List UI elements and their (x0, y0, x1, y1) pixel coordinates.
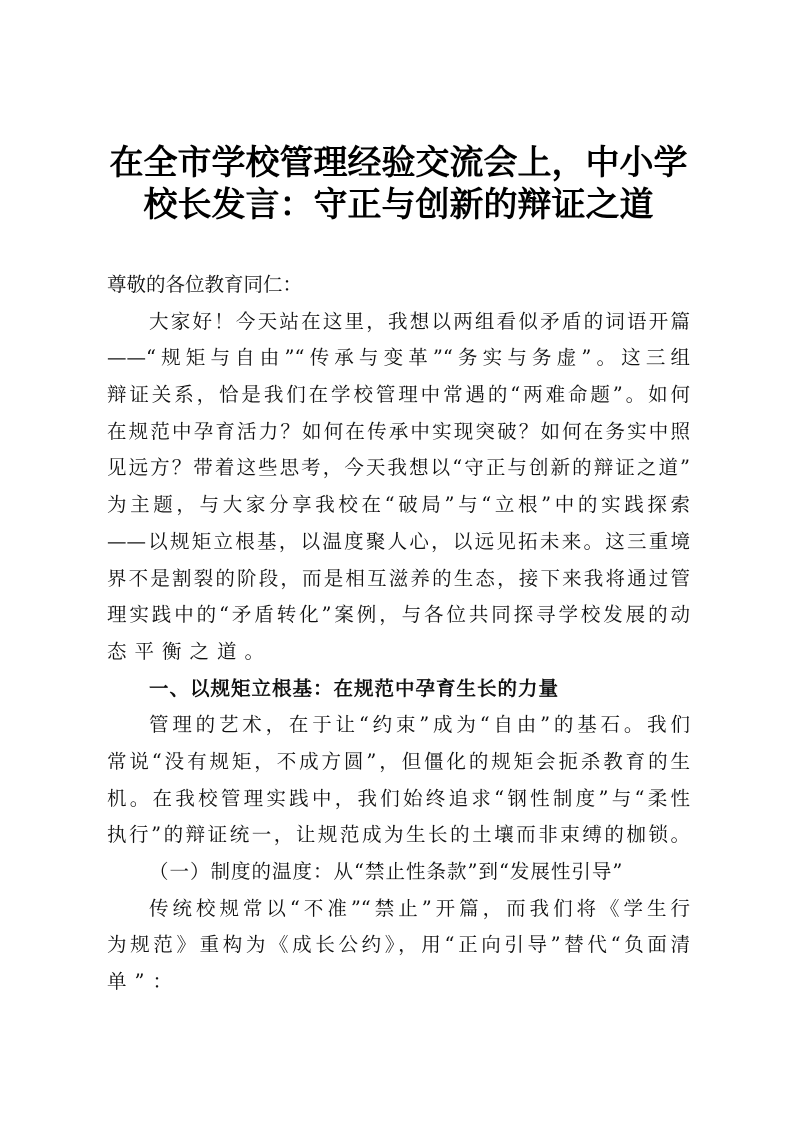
text-line: 理实践中的“矛盾转化”案例，与各位共同探寻学校发展的动 (107, 603, 690, 627)
paragraph-subsection1 (107, 891, 690, 1001)
text-line: 单”： (107, 970, 180, 994)
greeting: 尊敬的各位教育同仁： (107, 273, 303, 296)
text-line: ——“规矩与自由”“传承与变革”“务实与务虚”。这三组 (107, 346, 690, 370)
text-line: 执行”的辩证统一，让规范成为生长的土壤而非束缚的枷锁。 (107, 823, 690, 847)
subsection-heading: （一）制度的温度：从“禁止性条款”到“发展性引导” (149, 860, 624, 883)
text-line: 态平衡之道。 (107, 639, 273, 663)
text-line: 界不是割裂的阶段，而是相互滋养的生态，接下来我将通过管 (107, 566, 690, 590)
text-line: 见远方？带着这些思考，今天我想以“守正与创新的辩证之道” (107, 456, 690, 480)
text-line: ——以规矩立根基，以温度聚人心，以远见拓未来。这三重境 (107, 529, 690, 553)
text-line: 机。在我校管理实践中，我们始终追求“钢性制度”与“柔性 (107, 786, 690, 810)
text-line: 为规范》重构为《成长公约》，用“正向引导”替代“负面清 (107, 933, 690, 957)
text-line: 辩证关系，恰是我们在学校管理中常遇的“两难命题”。如何 (107, 383, 690, 407)
text-line: 在规范中孕育活力？如何在传承中实现突破？如何在务实中照 (107, 419, 690, 443)
paragraph-section1 (107, 707, 690, 854)
paragraph-intro (107, 304, 690, 671)
document-body (107, 267, 690, 1001)
text-line: 管理的艺术，在于让“约束”成为“自由”的基石。我们 (149, 713, 690, 737)
title-line: 校长发言：守正与创新的辩证之道 (143, 185, 654, 225)
title-line: 在全市学校管理经验交流会上，中小学 (109, 143, 688, 183)
document-title (100, 142, 697, 226)
text-line: 为主题，与大家分享我校在“破局”与“立根”中的实践探索 (107, 493, 690, 517)
text-line: 传统校规常以“不准”“禁止”开篇，而我们将《学生行 (149, 896, 690, 920)
text-line: 大家好！今天站在这里，我想以两组看似矛盾的词语开篇 (149, 309, 690, 333)
section-heading: 一、以规矩立根基：在规范中孕育生长的力量 (149, 676, 560, 700)
text-line: 常说“没有规矩，不成方圆”，但僵化的规矩会扼杀教育的生 (107, 749, 690, 773)
